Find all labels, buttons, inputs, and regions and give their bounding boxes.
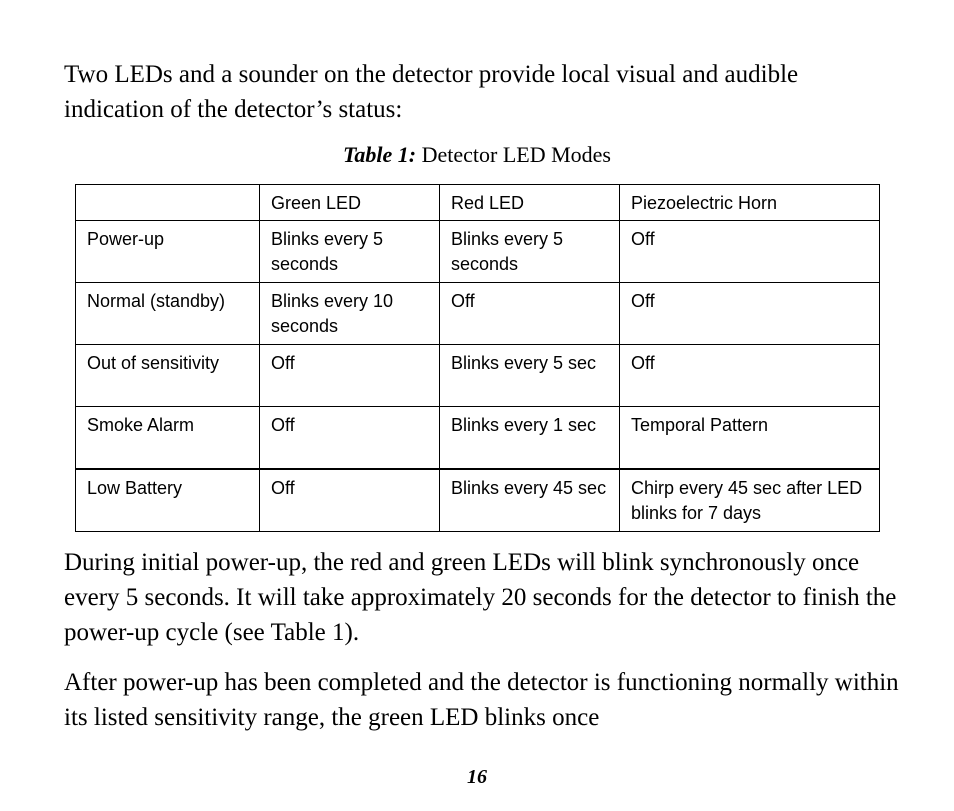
horn-cell: Temporal Pattern <box>620 407 880 470</box>
red-led-cell: Blinks every 45 sec <box>440 469 620 532</box>
green-led-cell: Off <box>260 345 440 407</box>
mode-cell: Smoke Alarm <box>76 407 260 470</box>
table-header-row <box>76 185 880 221</box>
header-cell-piezoelectric-horn: Piezoelectric Horn <box>620 185 880 221</box>
green-led-cell: Blinks every 10 seconds <box>260 283 440 345</box>
mode-cell: Low Battery <box>76 469 260 532</box>
horn-cell: Off <box>620 221 880 283</box>
led-modes-table <box>75 184 880 532</box>
horn-cell: Off <box>620 345 880 407</box>
page-number: 16 <box>467 766 487 788</box>
green-led-cell: Blinks every 5 seconds <box>260 221 440 283</box>
red-led-cell: Blinks every 1 sec <box>440 407 620 470</box>
green-led-cell: Off <box>260 407 440 470</box>
red-led-cell: Blinks every 5 seconds <box>440 221 620 283</box>
table-row <box>76 283 880 345</box>
header-cell-green-led: Green LED <box>260 185 440 221</box>
table-row <box>76 221 880 283</box>
header-cell-red-led: Red LED <box>440 185 620 221</box>
green-led-cell: Off <box>260 469 440 532</box>
table-caption <box>0 140 954 170</box>
intro-paragraph: Two LEDs and a sounder on the detector provide local visual and audible indication of the detector’s status: <box>64 61 799 123</box>
table-row <box>76 345 880 407</box>
horn-cell: Chirp every 45 sec after LED blinks for 7 days <box>620 469 880 532</box>
table-row <box>76 469 880 532</box>
power-up-paragraph: During initial power-up, the red and green LEDs will blink synchronously once every 5 seconds. It will take approximately 20 seconds for the detector to finish the power-up cycle (see Table 1). <box>64 549 897 646</box>
table-row <box>76 407 880 470</box>
mode-cell: Normal (standby) <box>76 283 260 345</box>
mode-cell: Out of sensitivity <box>76 345 260 407</box>
red-led-cell: Off <box>440 283 620 345</box>
header-cell-blank <box>76 185 260 221</box>
table-caption-title: Detector LED Modes <box>421 142 611 167</box>
normal-operation-paragraph: After power-up has been completed and the detector is functioning normally within its listed sensitivity range, the green LED blinks once <box>64 669 899 731</box>
table-caption-label: Table 1: <box>342 142 417 167</box>
mode-cell: Power-up <box>76 221 260 283</box>
horn-cell: Off <box>620 283 880 345</box>
red-led-cell: Blinks every 5 sec <box>440 345 620 407</box>
